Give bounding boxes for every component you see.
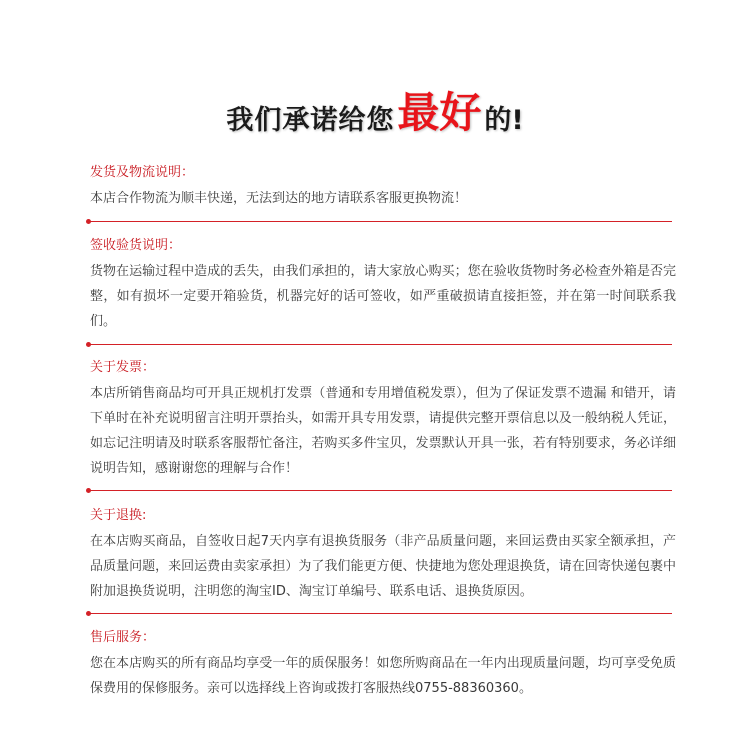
section-shipping [90,164,680,211]
section-divider [88,490,672,491]
page-header [0,78,750,137]
divider-dot [86,342,91,347]
section-heading: 关于发票： [90,360,156,375]
section-after-sales [90,629,680,701]
title-emphasis: 最好 [397,88,482,137]
divider-dot [86,488,91,493]
section-divider [88,344,672,345]
section-heading: 售后服务： [90,630,156,645]
title-tail: 的! [484,105,524,136]
section-divider [88,221,672,222]
section-body: 在本店购买商品，自签收日起7天内享有退换货服务（非产品质量问题，来回运费由买家全额承担，产品质量问题，来回运费由卖家承担）为了我们能更方便、快捷地为您处理退换货，请在回寄快递包裹中附加退换货说明，注明您的淘宝ID、淘宝订单编号、联系电话、退换货原因。 [90,534,676,599]
section-invoice [90,359,680,481]
section-body: 本店所销售商品均可开具正规机打发票（普通和专用增值税发票），但为了保证发票不遗漏 和错开，请下单时在补充说明留言注明开票抬头，如需开具专用发票，请提供完整开票信息以及一般纳税人凭证，如忘记注明请及时联系客服帮忙备注，若购买多件宝贝，发票默认开具一张，若有特别要求，务必详细说明告知，感谢谢您的理解与合作！ [90,386,676,476]
section-body: 货物在运输过程中造成的丢失，由我们承担的，请大家放心购买；您在验收货物时务必检查外箱是否完整，如有损坏一定要开箱验货，机器完好的话可签收，如严重破损请直接拒签，并在第一时间联系我们。 [90,264,676,329]
section-heading: 关于退换: [90,508,147,523]
section-heading: 签收验货说明： [90,238,182,253]
divider-dot [86,611,91,616]
divider-dot [86,219,91,224]
title-text: 我们承诺给您 [226,105,395,136]
page-title [226,88,524,137]
section-divider [88,613,672,614]
section-body: 您在本店购买的所有商品均享受一年的质保服务！如您所购商品在一年内出现质量问题，均可享受免质保费用的保修服务。亲可以选择线上咨询或拨打客服热线0755-88360360。 [90,656,676,696]
section-receipt-inspection [90,237,680,334]
section-body: 本店合作物流为顺丰快递，无法到达的地方请联系客服更换物流！ [90,191,468,206]
section-returns [90,507,680,604]
section-heading: 发货及物流说明： [90,165,195,180]
